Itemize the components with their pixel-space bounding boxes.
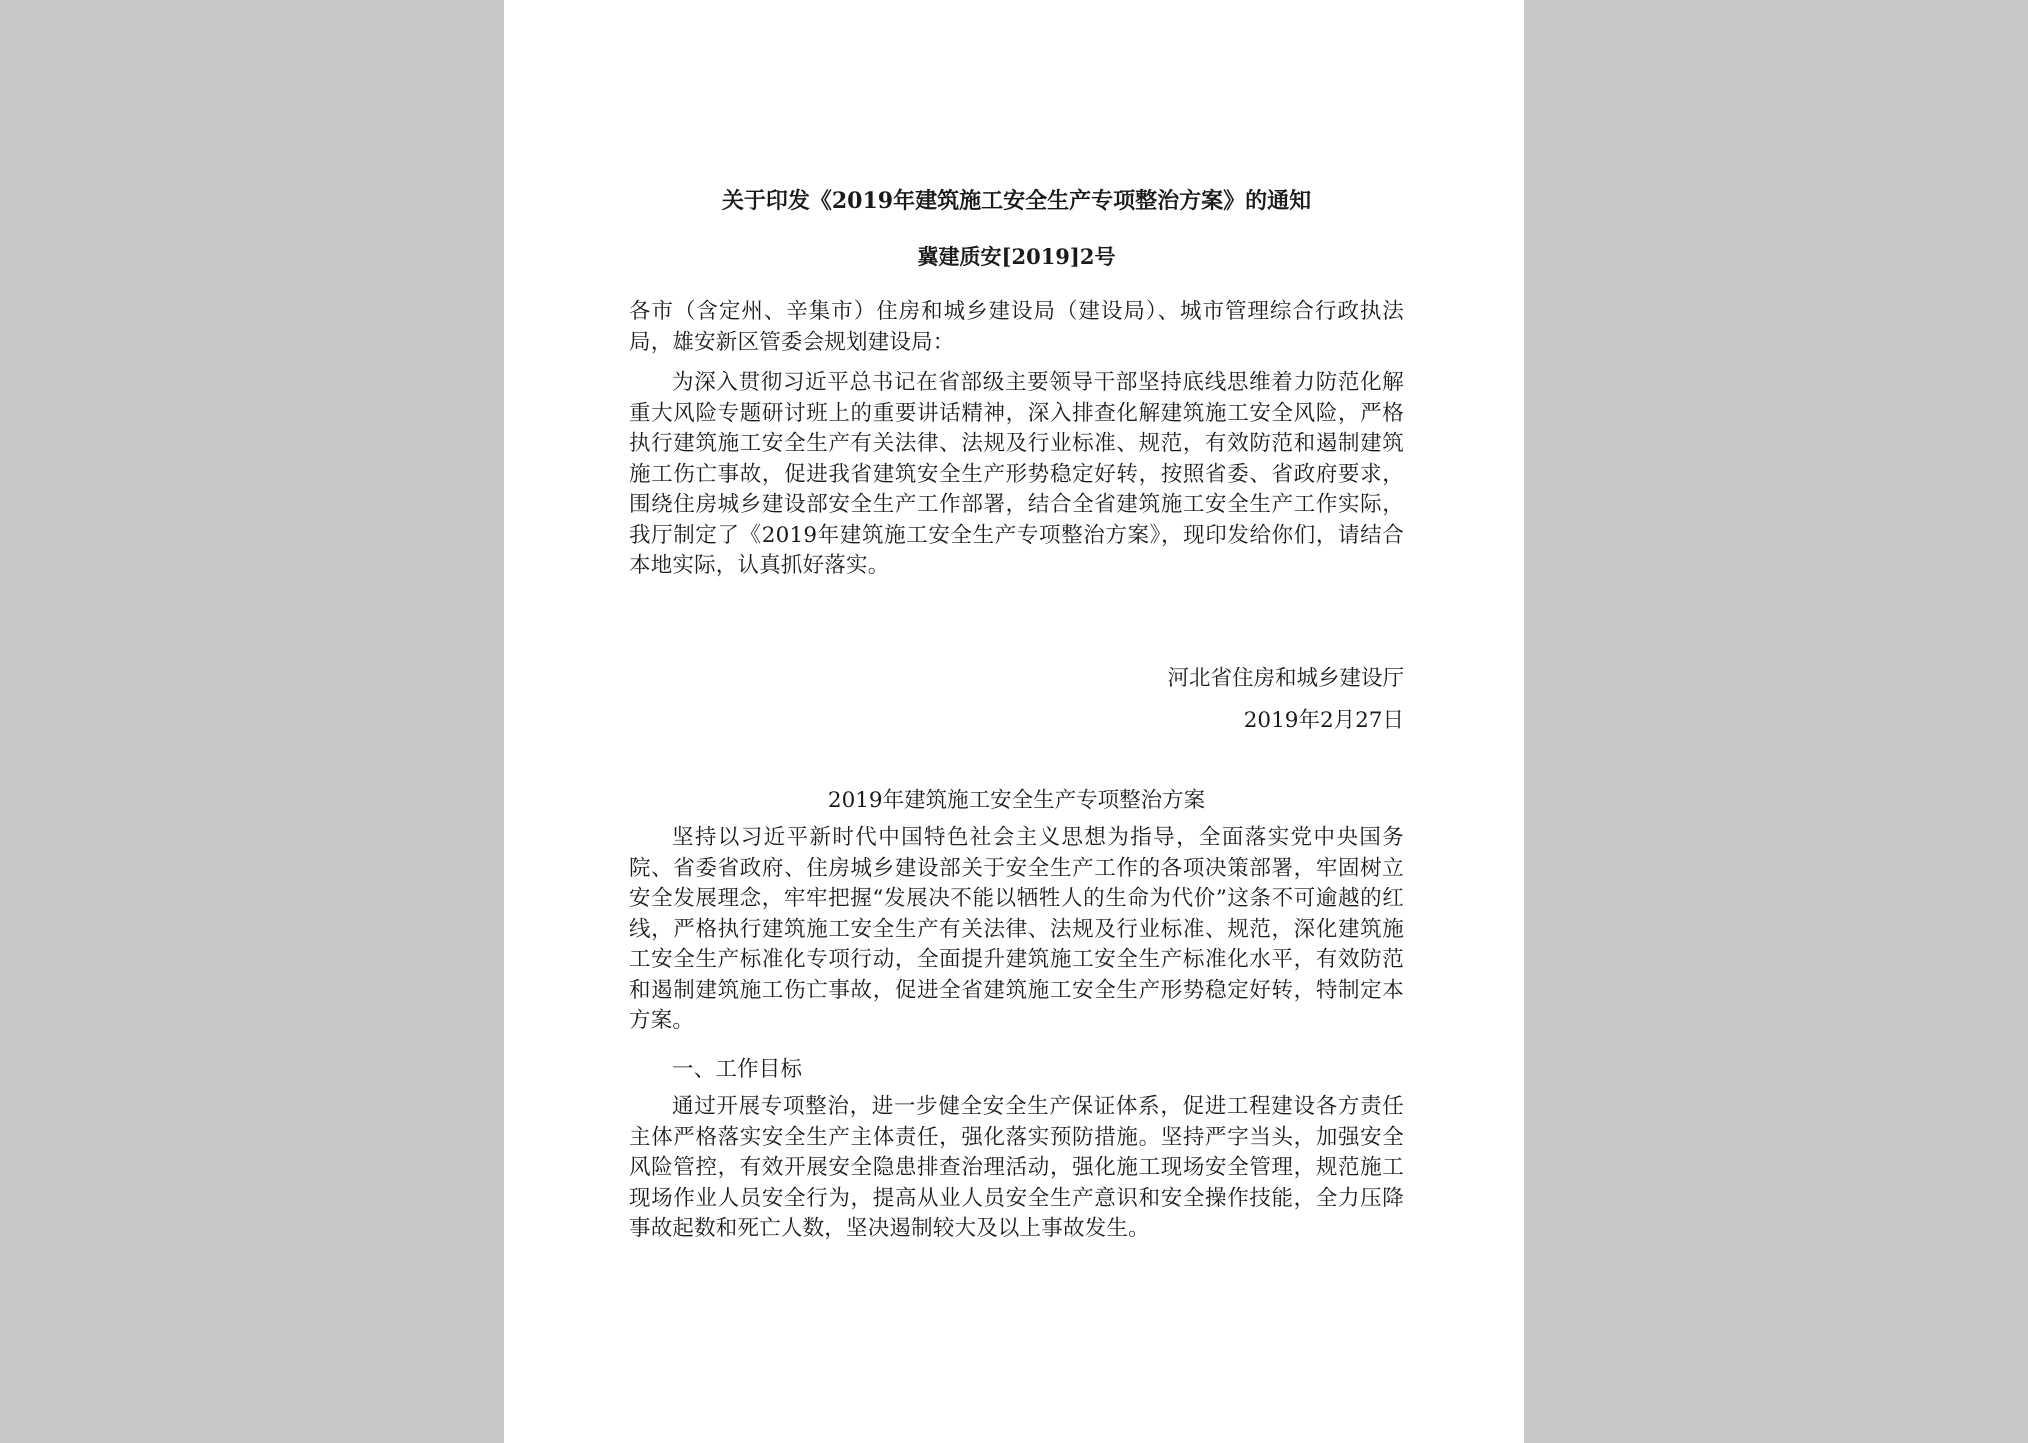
section-heading-goals: 一、工作目标 <box>672 1057 803 1082</box>
document-title: 关于印发《2019年建筑施工安全生产专项整治方案》的通知 <box>721 188 1312 214</box>
plan-intro-paragraph: 坚持以习近平新时代中国特色社会主义思想为指导，全面落实党中央国务院、省委省政府、住房城乡建设部关于安全生产工作的各项决策部署，牢固树立安全发展理念，牢牢把握“发展决不能以牺牲人的生命为代价”这条不可逾越的红线，严格执行建筑施工安全生产有关法律、法规及行业标准、规范，深化建筑施工安全生产标准化专项行动，全面提升建筑施工安全生产标准化水平，有效防范和遏制建筑施工伤亡事故，促进全省建筑施工安全生产形势稳定好转，特制定本方案。 <box>629 825 1404 1033</box>
section-goals-paragraph: 通过开展专项整治，进一步健全安全生产保证体系，促进工程建设各方责任主体严格落实安全生产主体责任，强化落实预防措施。坚持严字当头，加强安全风险管控，有效开展安全隐患排查治理活动，强化施工现场安全管理，规范施工现场作业人员安全行为，提高从业人员安全生产意识和安全操作技能，全力压降事故起数和死亡人数，坚决遏制较大及以上事故发生。 <box>629 1094 1404 1241</box>
notice-body-paragraph: 为深入贯彻习近平总书记在省部级主要领导干部坚持底线思维着力防范化解重大风险专题研讨班上的重要讲话精神，深入排查化解建筑施工安全风险，严格执行建筑施工安全生产有关法律、法规及行业标准、规范，有效防范和遏制建筑施工伤亡事故，促进我省建筑安全生产形势稳定好转，按照省委、省政府要求，围绕住房城乡建设部安全生产工作部署，结合全省建筑施工安全生产工作实际，我厅制定了《2019年建筑施工安全生产专项整治方案》，现印发给你们，请结合本地实际，认真抓好落实。 <box>629 370 1404 578</box>
issuer-signature: 河北省住房和城乡建设厅 <box>1167 666 1404 691</box>
addressee-paragraph: 各市（含定州、辛集市）住房和城乡建设局（建设局）、城市管理综合行政执法局，雄安新区管委会规划建设局： <box>629 299 1404 355</box>
document-page <box>504 0 1524 1443</box>
issue-date: 2019年2月27日 <box>1243 708 1404 733</box>
document-number: 冀建质安[2019]2号 <box>917 244 1116 269</box>
plan-title: 2019年建筑施工安全生产专项整治方案 <box>827 788 1206 813</box>
